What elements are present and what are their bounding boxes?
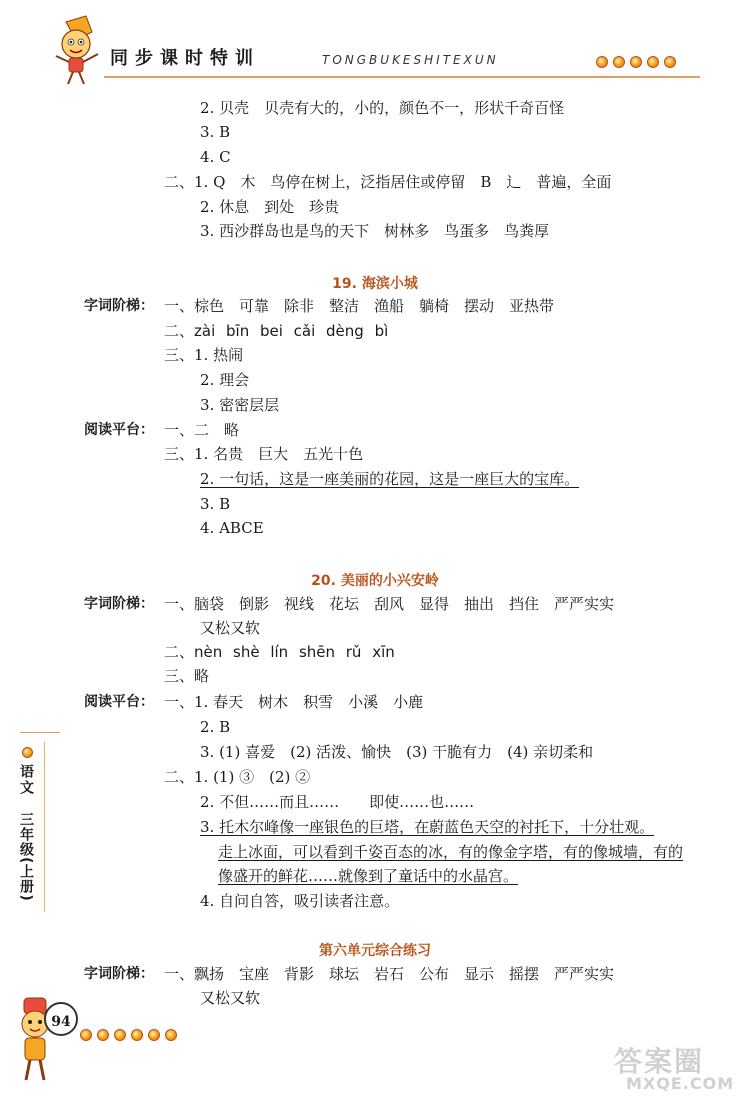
answer-line: 3. 西沙群岛也是鸟的天下 树林多 鸟蛋多 鸟粪厚 [200, 222, 550, 240]
ornament-dot-icon [165, 1029, 177, 1041]
answer-line: 一、二 略 [164, 421, 240, 439]
header-dots [596, 56, 676, 68]
answer-line: 4. C [200, 148, 231, 166]
answer-line: 2. 一句话，这是一座美丽的花园，这是一座巨大的宝库。 [200, 470, 580, 488]
answer-line: 二、1. Q 木 鸟停在树上，泛指居住或停留 B 辶 普遍，全面 [164, 173, 612, 191]
answer-line: 3. B [200, 495, 231, 513]
answer-line: 3. (1) 喜爱 (2) 活泼、愉快 (3) 干脆有力 (4) 亲切柔和 [200, 743, 594, 761]
answer-line: 一、1. 春天 树木 积雪 小溪 小鹿 [164, 693, 424, 711]
answer-line: 2. 不但……而且…… 即使……也…… [200, 793, 475, 811]
answer-line: 2. 休息 到处 珍贵 [200, 198, 340, 216]
ornament-dot-icon [97, 1029, 109, 1041]
answer-line: 一、棕色 可靠 除非 整洁 渔船 躺椅 摆动 亚热带 [164, 297, 555, 315]
ornament-dot-icon [630, 56, 642, 68]
sidebar-subject: 语文 [18, 764, 34, 796]
label-yuedu: 阅读平台： [84, 422, 154, 438]
section-title: 19. 海滨小城 [332, 276, 418, 292]
sidebar-top-rule [20, 732, 60, 733]
answer-line: 2. 理会 [200, 371, 250, 389]
header-rule [104, 76, 700, 78]
answer-line: 又松又软 [200, 989, 261, 1007]
sidebar-grade: 三年级(上册) [18, 812, 34, 902]
footer-dots [80, 1029, 177, 1041]
page-number: 94 [51, 1014, 71, 1030]
answer-line: 一、脑袋 倒影 视线 花坛 刮风 显得 抽出 挡住 严严实实 [164, 595, 615, 613]
label-ciyu: 字词阶梯： [84, 966, 154, 982]
answer-line: 三、1. 热闹 [164, 346, 244, 364]
ornament-dot-icon [114, 1029, 126, 1041]
label-ciyu: 字词阶梯： [84, 596, 154, 612]
answer-line: 一、飘扬 宝座 背影 球坛 岩石 公布 显示 摇摆 严严实实 [164, 965, 615, 983]
answer-line: 3. 托木尔峰像一座银色的巨塔，在蔚蓝色天空的衬托下，十分壮观。 [200, 818, 655, 836]
label-yuedu: 阅读平台： [84, 694, 154, 710]
ornament-dot-icon [647, 56, 659, 68]
pinyin-line: 二、nèn shè lín shēn rǔ xīn [164, 643, 395, 661]
ornament-dot-icon [613, 56, 625, 68]
answer-line: 三、略 [164, 667, 210, 685]
sidebar-divider [44, 742, 45, 912]
answer-line: 4. ABCE [200, 519, 264, 537]
answer-line: 像盛开的鲜花……就像到了童话中的水晶宫。 [218, 867, 519, 885]
sidebar-dot-icon [22, 747, 33, 758]
ornament-dot-icon [148, 1029, 160, 1041]
answer-line: 又松又软 [200, 619, 261, 637]
ornament-dot-icon [664, 56, 676, 68]
section-title: 第六单元综合练习 [319, 943, 431, 959]
ornament-dot-icon [596, 56, 608, 68]
answer-line: 4. 自问自答，吸引读者注意。 [200, 892, 400, 910]
ornament-dot-icon [131, 1029, 143, 1041]
answer-line: 3. B [200, 123, 231, 141]
answer-line: 3. 密密层层 [200, 396, 280, 414]
page-number-badge [44, 1002, 78, 1036]
answer-line: 2. B [200, 718, 231, 736]
ornament-dot-icon [80, 1029, 92, 1041]
answer-line: 走上冰面，可以看到千姿百态的冰，有的像金字塔，有的像城墙，有的 [218, 843, 684, 861]
watermark-logo: 答案圈 [614, 1045, 705, 1078]
pinyin-line: 二、zài bīn bei cǎi dèng bì [164, 322, 389, 340]
label-ciyu: 字词阶梯： [84, 298, 154, 314]
answer-line: 二、1. (1) ③ (2) ② [164, 768, 311, 786]
answer-line: 三、1. 名贵 巨大 五光十色 [164, 445, 364, 463]
section-title: 20. 美丽的小兴安岭 [311, 573, 439, 589]
mascot-icon [46, 14, 106, 88]
watermark-url: MXQE.COM [626, 1074, 735, 1093]
header-subtitle: TONGBUKESHITEXUN [322, 53, 499, 67]
answer-line: 2. 贝壳 贝壳有大的，小的，颜色不一，形状千奇百怪 [200, 99, 565, 117]
header-title: 同步课时特训 [110, 48, 260, 69]
